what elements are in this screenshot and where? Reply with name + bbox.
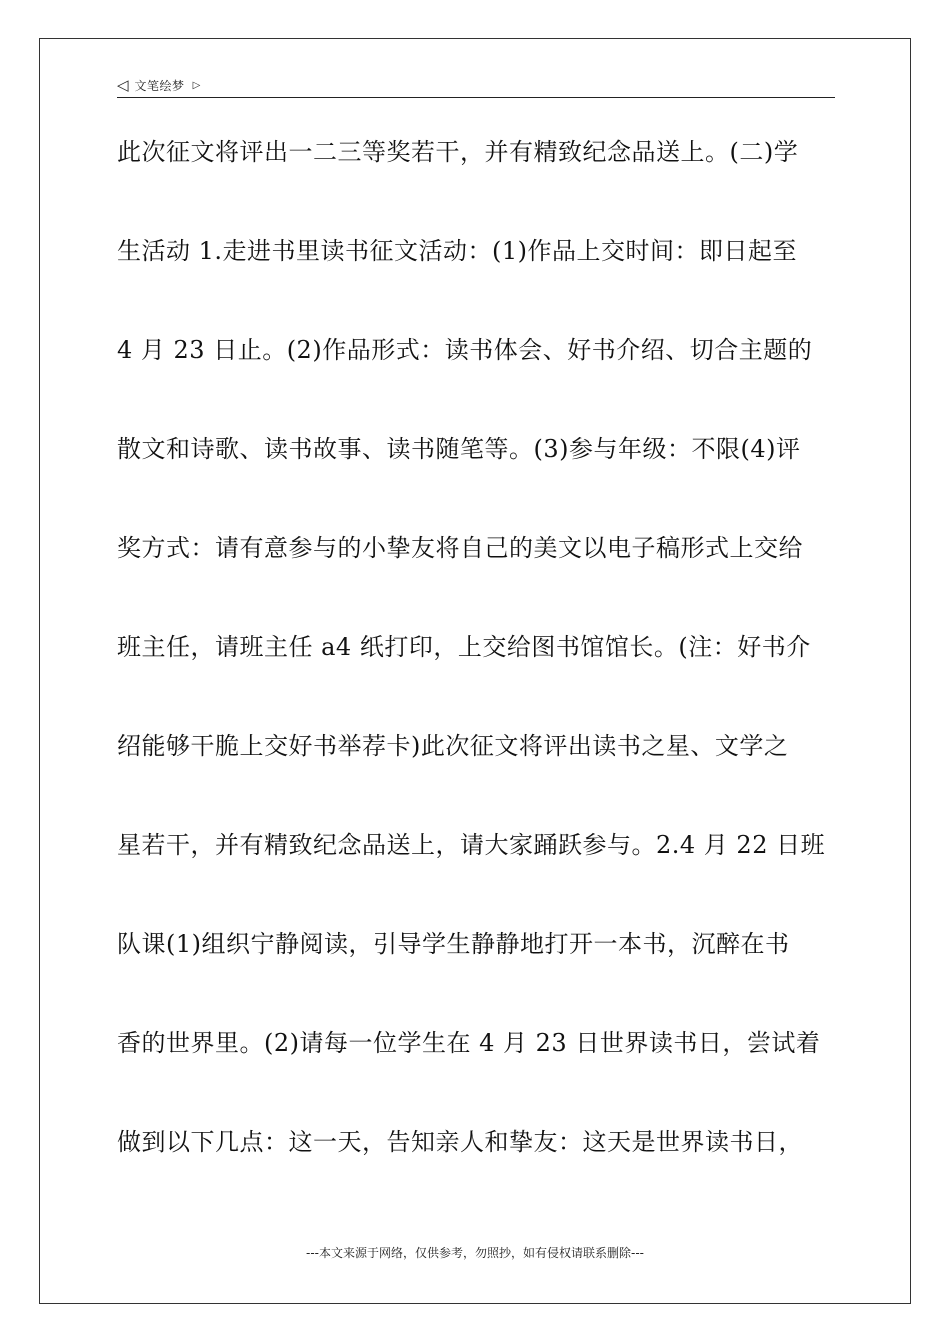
body-line: 散文和诗歌、读书故事、读书随笔等。(3)参与年级：不限(4)评	[117, 435, 801, 463]
header-title: 文笔绘梦	[134, 79, 185, 93]
body-line: 班主任，请班主任 a4 纸打印，上交给图书馆馆长。(注：好书介	[117, 633, 811, 661]
body-line: 4 月 23 日止。(2)作品形式：读书体会、好书介绍、切合主题的	[117, 336, 813, 364]
body-line: 星若干，并有精致纪念品送上，请大家踊跃参与。2.4 月 22 日班	[117, 831, 826, 859]
body-line: 奖方式：请有意参与的小挚友将自己的美文以电子稿形式上交给	[117, 534, 803, 562]
footer-disclaimer: ---本文来源于网络，仅供参考，勿照抄，如有侵权请联系删除---	[306, 1246, 644, 1260]
body-line: 绍能够干脆上交好书举荐卡)此次征文将评出读书之星、文学之	[117, 732, 789, 760]
page-header	[117, 74, 835, 98]
body-line: 此次征文将评出一二三等奖若干，并有精致纪念品送上。(二)学	[117, 138, 799, 166]
body-line: 生活动 1.走进书里读书征文活动：(1)作品上交时间：即日起至	[117, 237, 798, 265]
document-body	[117, 120, 837, 1209]
triangle-right-icon: ▷	[192, 79, 201, 91]
body-line: 香的世界里。(2)请每一位学生在 4 月 23 日世界读书日，尝试着	[117, 1029, 821, 1057]
body-line: 做到以下几点：这一天，告知亲人和挚友：这天是世界读书日，	[117, 1128, 803, 1156]
body-line: 队课(1)组织宁静阅读，引导学生静静地打开一本书，沉醉在书	[117, 930, 790, 958]
triangle-left-icon: ◁	[117, 76, 129, 94]
